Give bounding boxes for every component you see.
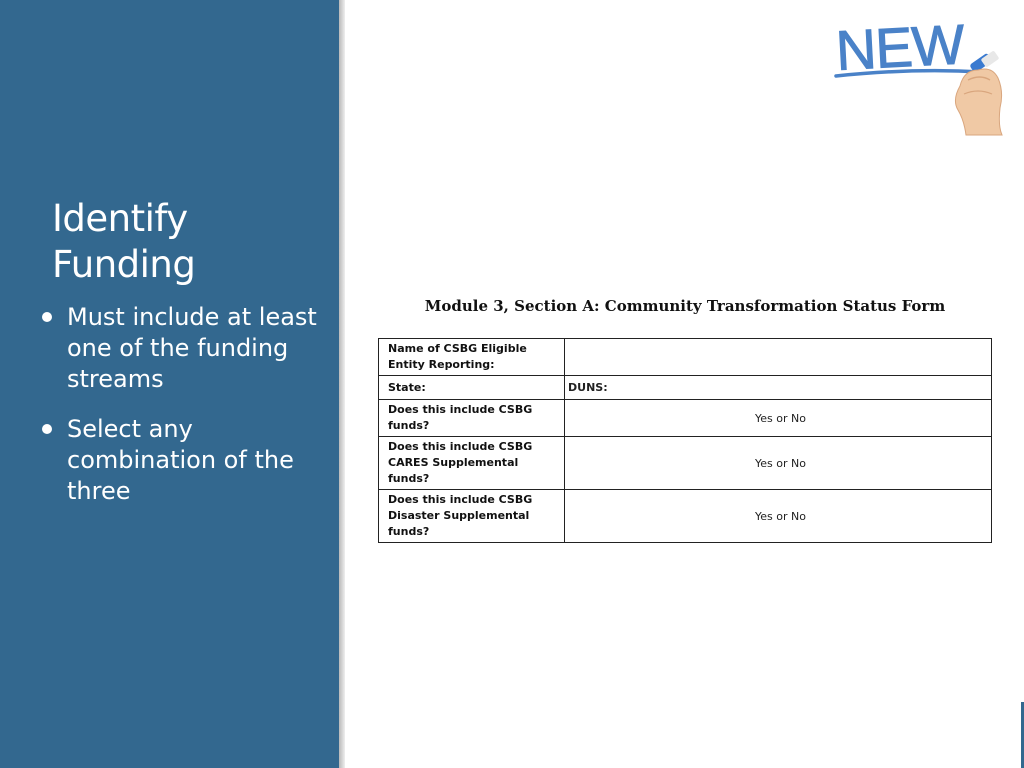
state-label: State: (379, 376, 565, 400)
title-line-2: Funding (52, 243, 196, 286)
duns-field[interactable]: DUNS: (565, 376, 992, 400)
panel-divider (339, 0, 345, 768)
csbg-funds-label: Does this include CSBG funds? (379, 400, 565, 437)
bullet-dot-icon (42, 312, 52, 322)
table-row (379, 490, 992, 543)
csbg-funds-answer[interactable]: Yes or No (565, 400, 992, 437)
hand-writing-new-icon (832, 8, 1008, 138)
cares-funds-label: Does this include CSBG CARES Supplemental funds? (379, 437, 565, 490)
cares-funds-answer[interactable]: Yes or No (565, 437, 992, 490)
disaster-funds-label: Does this include CSBG Disaster Supplemental funds? (379, 490, 565, 543)
table-row (379, 400, 992, 437)
bullet-dot-icon (42, 424, 52, 434)
table-row (379, 339, 992, 376)
slide-title (52, 196, 322, 288)
bullet-item (40, 302, 330, 395)
new-text: NEW (834, 12, 966, 82)
table-row (379, 437, 992, 490)
sidebar-panel (0, 0, 339, 768)
bullet-item (40, 414, 330, 507)
bullet-list (40, 302, 330, 526)
status-form-table (378, 338, 992, 543)
title-line-1: Identify (52, 197, 188, 240)
form-title: Module 3, Section A: Community Transformation Status Form (424, 297, 946, 315)
table-row (379, 376, 992, 400)
bullet-text: Select any combination of the three (67, 415, 294, 505)
bullet-text: Must include at least one of the funding streams (67, 303, 317, 393)
disaster-funds-answer[interactable]: Yes or No (565, 490, 992, 543)
entity-field[interactable] (565, 339, 992, 376)
entity-label: Name of CSBG Eligible Entity Reporting: (379, 339, 565, 376)
